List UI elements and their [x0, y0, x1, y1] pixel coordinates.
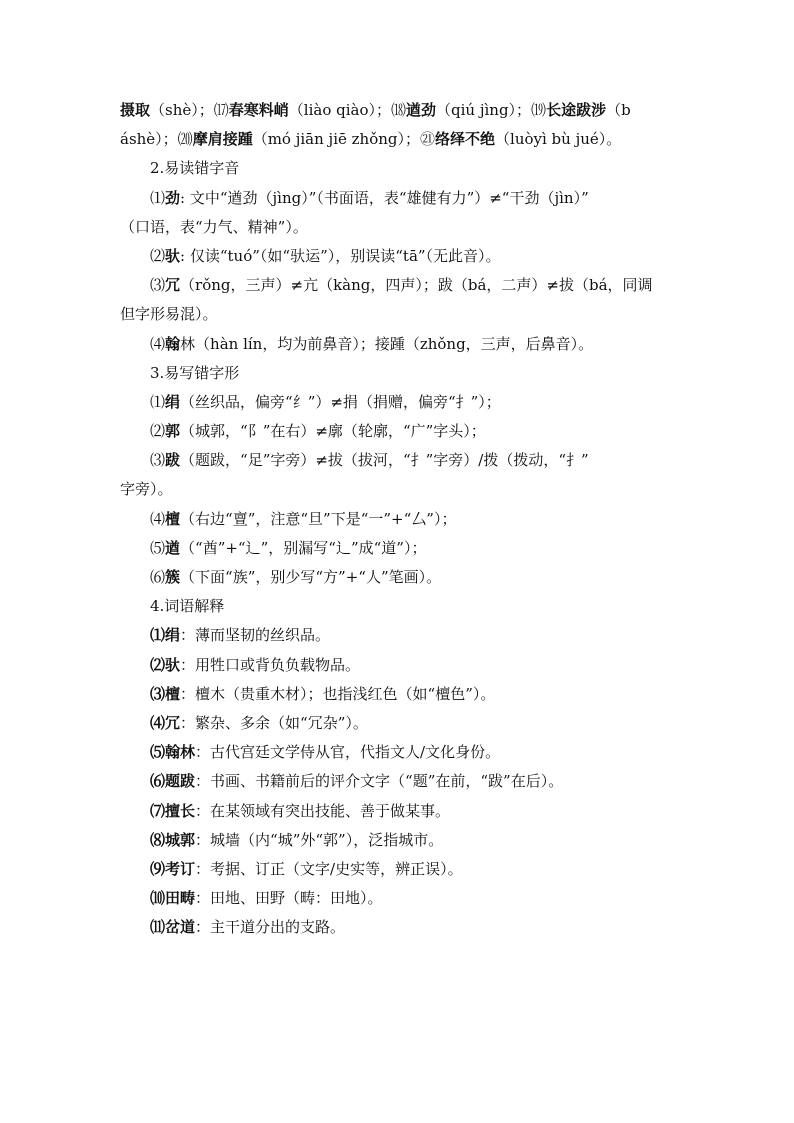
item-word: 冗 — [165, 276, 181, 295]
definition-list — [120, 621, 680, 942]
item-text: 林（hàn lín，均为前鼻音）；接踵（zhǒng，三声，后鼻音）。 — [180, 334, 594, 353]
list-item — [120, 446, 680, 475]
item-number: ⑵ — [150, 246, 166, 265]
item-number: ⑶ — [150, 684, 166, 703]
item-word: 翰林 — [165, 743, 196, 762]
list-item-continuation: 字旁）。 — [120, 480, 173, 499]
item-word: 城郭 — [165, 830, 196, 849]
item-number: ⑻ — [150, 830, 166, 849]
definition-item — [120, 826, 680, 855]
item-word: 簇 — [165, 568, 181, 586]
item-number: ⑹ — [150, 568, 166, 586]
item-text: （rǒng，三声）≠亢（kàng，四声）；跋（bá，二声）≠拔（bá，同调 — [180, 276, 653, 295]
item-definition: ：主干道分出的支路。 — [195, 918, 346, 937]
list-item — [120, 242, 680, 271]
item-word: 绢 — [165, 392, 181, 411]
list-item — [120, 505, 680, 534]
item-definition: ：田地、田野（畴：田地）。 — [195, 889, 383, 908]
definition-item — [120, 884, 680, 913]
definition-item — [120, 651, 680, 680]
definition-item — [120, 797, 680, 826]
item-word: 岔道 — [165, 918, 196, 937]
item-number: ⑵ — [150, 422, 166, 441]
item-number: ⑺ — [150, 801, 166, 820]
term: 摩肩接踵 — [192, 130, 253, 149]
definition-item — [120, 621, 680, 650]
section-heading: 3.易写错字形 — [150, 363, 240, 382]
term: 春寒料峭 — [228, 101, 289, 119]
item-text: （城郭，“阝”在右）≠廓（轮廓，“广”字头）； — [180, 422, 486, 441]
item-number: ⑾ — [150, 918, 166, 937]
item-number: ⑵ — [150, 655, 166, 674]
item-definition: ：城墙（内“城”外“郭”），泛指城市。 — [195, 830, 444, 849]
section-heading: 4.词语解释 — [150, 597, 225, 616]
intro-line-2 — [120, 125, 680, 154]
item-word: 冗 — [165, 713, 181, 732]
list-item — [120, 417, 680, 446]
item-definition: ：古代宫廷文学侍从官，代指文人/文化身份。 — [195, 743, 501, 762]
item-definition: ：薄而坚韧的丝织品。 — [180, 626, 331, 645]
item-number: ⑴ — [150, 392, 166, 411]
item-number: ⑽ — [150, 889, 166, 908]
item-definition: ：檀木（贵重木材）；也指浅红色（如“檀色”）。 — [180, 684, 496, 703]
item-number: ⑸ — [150, 743, 166, 762]
item-definition: ：用牲口或背负负载物品。 — [180, 655, 361, 674]
item-number: ⑴ — [150, 626, 166, 645]
item-word: 劲 — [165, 188, 181, 207]
pinyin: áshè）；⒇ — [120, 130, 193, 149]
item-text: : 文中“遒劲（jìng）”（书面语，表“雄健有力”）≠“干劲（jìn）” — [180, 188, 589, 207]
item-word: 跋 — [165, 451, 181, 470]
item-number: ⑶ — [150, 451, 166, 470]
pinyin: （luòyì bù jué）。 — [495, 130, 622, 149]
pinyin: （mó jiān jiē zhǒng）；㉑ — [252, 130, 435, 149]
item-word: 田畴 — [165, 889, 196, 908]
list-item — [120, 534, 680, 563]
item-text: （下面“族”，别少写“方”+“人”笔画）。 — [180, 568, 442, 586]
item-word: 题跋 — [165, 772, 196, 791]
pinyin: （qiú jìng）；⒆ — [436, 101, 547, 119]
definition-item — [120, 680, 680, 709]
item-word: 考订 — [165, 859, 196, 878]
item-definition: ：在某领域有突出技能、善于做某事。 — [195, 801, 451, 820]
item-number: ⑸ — [150, 538, 166, 557]
list-item — [120, 184, 680, 213]
item-number: ⑷ — [150, 334, 166, 353]
item-word: 檀 — [165, 684, 181, 703]
term: 长途跋涉 — [546, 101, 607, 119]
item-definition: ：考据、订正（文字/史实等，辨正误）。 — [195, 859, 463, 878]
item-word: 驮 — [165, 246, 181, 265]
intro-line-1 — [120, 96, 680, 125]
section-heading: 2.易读错字音 — [150, 159, 240, 178]
item-word: 遒 — [165, 538, 181, 557]
item-definition: ：书画、书籍前后的评介文字（“题”在前，“跋”在后）。 — [195, 772, 564, 791]
list-item-continuation: 但字形易混）。 — [120, 305, 218, 324]
item-word: 檀 — [165, 509, 181, 528]
list-item — [120, 563, 680, 592]
item-word: 擅长 — [165, 801, 196, 820]
item-word: 驮 — [165, 655, 181, 674]
list-item-continuation: （口语，表“力气、精神”）。 — [120, 217, 308, 236]
definition-item — [120, 709, 680, 738]
term: 遒劲 — [406, 101, 437, 119]
item-definition: ：繁杂、多余（如“冗杂”）。 — [180, 713, 368, 732]
item-number: ⑹ — [150, 772, 166, 791]
document-body — [120, 96, 680, 942]
item-text: （“酋”+“辶”，别漏写“辶”成“道”）； — [180, 538, 427, 557]
item-number: ⑷ — [150, 713, 166, 732]
definition-item — [120, 913, 680, 942]
item-text: （右边“亶”，注意“旦”下是“一”+“厶”）； — [180, 509, 457, 528]
definition-item — [120, 767, 680, 796]
item-word: 郭 — [165, 422, 181, 441]
item-text: （丝织品，偏旁“纟”）≠捐（捐赠，偏旁“扌”）； — [180, 392, 501, 411]
list-item — [120, 271, 680, 300]
term: 络绎不绝 — [435, 130, 496, 149]
item-word: 绢 — [165, 626, 181, 645]
pinyin: （liào qiào）；⒅ — [288, 101, 406, 119]
pinyin: （b — [606, 101, 631, 119]
item-number: ⑼ — [150, 859, 166, 878]
item-number: ⑶ — [150, 276, 166, 295]
item-number: ⑷ — [150, 509, 166, 528]
list-item — [120, 330, 680, 359]
term: 摄取 — [120, 101, 151, 119]
list-item — [120, 388, 680, 417]
item-text: （题跋，“足”字旁）≠拔（拔河，“扌”字旁）/拨（拨动，“扌” — [180, 451, 589, 470]
item-number: ⑴ — [150, 188, 166, 207]
definition-item — [120, 738, 680, 767]
pinyin: （shè）；⒄ — [150, 101, 229, 119]
definition-item — [120, 855, 680, 884]
item-text: : 仅读“tuó”（如“驮运”），别误读“tā”（无此音）。 — [180, 246, 501, 265]
item-word: 翰 — [165, 334, 181, 353]
